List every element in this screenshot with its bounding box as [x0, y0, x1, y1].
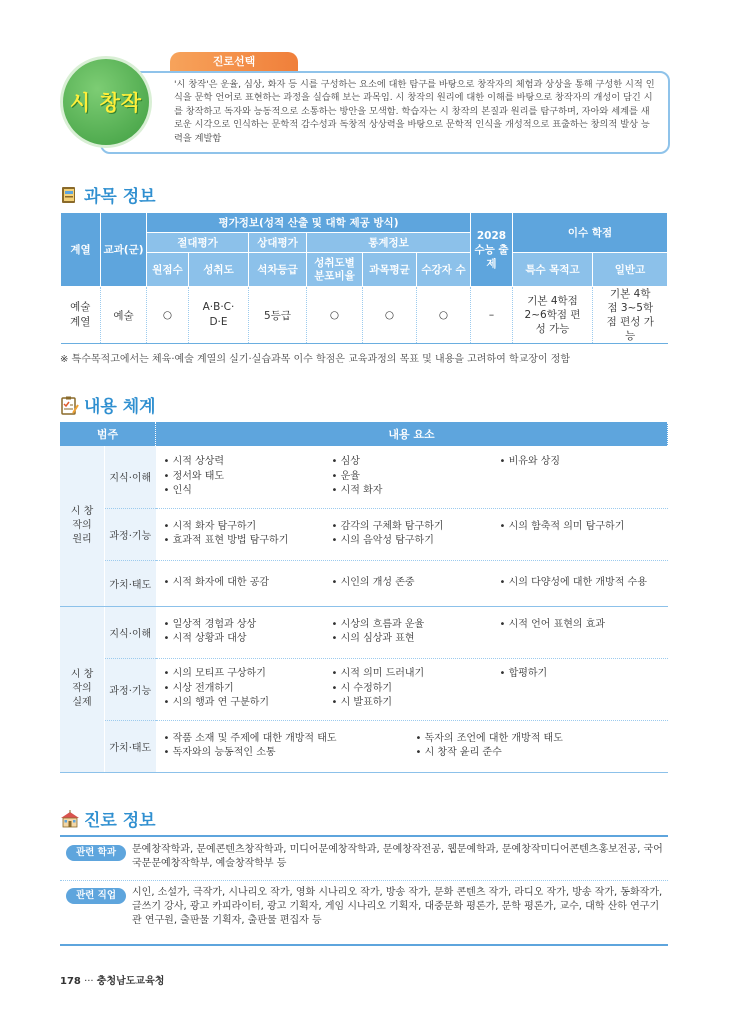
section-subject-info: [60, 182, 156, 207]
related-jobs-text: 시인, 소설가, 극작가, 시나리오 작가, 영화 시나리오 작가, 방송 작가, 문화 콘텐츠 작가, 라디오 작가, 방송 작가, 동화작가, 글쓰기 강사, 광고 카피라이터, 광고 기획자, 게임 시나리오 기획자, 대중문화 평론가, 문학 평론가, 교수, 대학 산하 연구기관 연구원, 출판물 기획자, 출판물 편집자 등: [132, 887, 663, 926]
list-item: • 시의 행과 연 구분하기: [163, 697, 270, 709]
related-jobs-label: 관련 직업: [66, 888, 126, 904]
items-col-1: [164, 618, 332, 647]
header-raw-score: 원점수: [147, 253, 189, 287]
cell-subject-group: 예술: [101, 287, 147, 344]
content-items: [156, 446, 668, 508]
list-item: • 시의 다양성에 대한 개방적 수용: [499, 576, 647, 588]
cell-dist: ○: [307, 287, 363, 344]
category-principles: [60, 446, 105, 606]
items-col-2: [332, 618, 500, 647]
subject-header: [60, 52, 670, 154]
header-absolute: 절대평가: [147, 233, 249, 253]
cell-avg: ○: [363, 287, 417, 344]
items-col-1: [164, 667, 332, 711]
table-row: [60, 446, 668, 508]
cell-csat: –: [471, 287, 513, 344]
related-departments-label: 관련 학과: [66, 845, 126, 861]
subject-description: '시 창작'은 운율, 심상, 화자 등 시를 구성하는 요소에 대한 탐구를 바탕으로 창작자의 체험과 상상을 통해 구성한 시적 인식을 문학 언어로 표현하는 과정을 실습해 보는 과목임. 시 창작의 원리에 대한 이해를 바탕으로 창작자의 개성이 담긴 시를 창작하고 독자와 능동적으로 소통하는 방안을 모색함. 학습자는 시 창작의 본질과 원리를 탐구하며, 자아와 세계를 새로운 시각으로 인식하는 문학적 감수성과 독창적 상상력을 바탕으로 문학적 인식을 개성적으로 표출하는 창의적 발상 능력을 계발함: [174, 79, 655, 144]
book-icon: [60, 186, 78, 204]
header-csat: 2028 수능 출제: [471, 213, 513, 287]
table-row: [60, 508, 668, 560]
divider: [60, 835, 668, 837]
header-avg: 과목평균: [363, 253, 417, 287]
cell-achievement: A·B·C· D·E: [189, 287, 249, 344]
related-departments-text: 문예창작학과, 문예콘텐츠창작학과, 미디어문예창작학과, 문예창작전공, 웹문예학과, 문예창작미디어콘텐츠홍보전공, 국어국문문예창작학부, 예술창작학부 등: [132, 844, 663, 869]
content-items: [156, 508, 668, 560]
section-title: 진로 정보: [84, 811, 156, 831]
table-row: [60, 606, 668, 658]
list-item: • 시적 언어 표현의 효과: [499, 618, 606, 630]
subcategory-label: 과정·기능: [105, 658, 156, 720]
header-general: 일반고: [593, 253, 668, 287]
list-item: • 작품 소재 및 주제에 대한 개방적 태도: [163, 732, 337, 744]
list-item: • 효과적 표현 방법 탐구하기: [163, 535, 289, 546]
cell-field: 예술 계열: [61, 287, 101, 344]
list-item: • 시 발표하기: [331, 697, 393, 709]
items-col-3: [500, 576, 660, 591]
items-col-3: [500, 667, 660, 711]
credit-note: ※ 특수목적고에서는 체육·예술 계열의 실기·실습과목 이수 학점은 교육과정의 목표 및 내용을 고려하여 학교장이 정함: [60, 354, 571, 365]
items-col-3: [500, 618, 660, 647]
content-items: [156, 606, 668, 658]
subject-title-badge: [60, 56, 152, 148]
divider: [60, 944, 668, 946]
cell-students: ○: [417, 287, 471, 344]
list-item: • 일상적 경험과 상상: [163, 618, 257, 630]
list-item: • 감각의 구체화 탐구하기: [331, 520, 444, 532]
related-departments: [60, 843, 668, 871]
subject-title: 시 창작: [69, 91, 143, 115]
cell-raw-score: ○: [147, 287, 189, 344]
list-item: • 시적 화자에 대한 공감: [163, 576, 270, 588]
items-col-2: [332, 520, 500, 549]
cell-special: 기본 4학점 2~6학점 편성 가능: [513, 287, 593, 344]
items-col-2: [332, 455, 500, 499]
header-category: 범주: [60, 422, 156, 446]
list-item: • 정서와 태도: [163, 470, 225, 482]
list-item: • 시적 화자: [331, 485, 383, 496]
list-item: • 시인의 개성 존중: [331, 576, 415, 588]
list-item: • 심상: [331, 456, 360, 467]
table-row: [60, 720, 668, 772]
category-label: 시 창작의 실제: [70, 669, 94, 708]
header-achievement: 성취도: [189, 253, 249, 287]
header-field: 계열: [61, 213, 101, 287]
list-item: • 시의 모티프 구상하기: [163, 668, 266, 680]
list-item: • 시의 음악성 탐구하기: [331, 535, 434, 546]
checklist-icon: [60, 396, 78, 414]
list-item: • 독자의 조언에 대한 개방적 태도: [415, 732, 563, 744]
publisher: 충청남도교육청: [96, 976, 165, 987]
related-jobs: [60, 886, 668, 928]
list-item: • 시상의 흐름과 운율: [331, 618, 425, 630]
list-item: • 시의 심상과 표현: [331, 633, 415, 644]
list-item: • 시의 함축적 의미 탐구하기: [499, 520, 625, 532]
content-items: [156, 720, 668, 772]
subject-info-table: [60, 212, 668, 344]
items-col-2: [416, 732, 656, 761]
page-number: 178: [60, 976, 81, 987]
cell-general: 기본 4학점 3~5학점 편성 가능: [593, 287, 668, 344]
content-items: [156, 658, 668, 720]
subcategory-label: 가치·태도: [105, 560, 156, 606]
header-rank: 석차등급: [249, 253, 307, 287]
content-system-table: [60, 422, 668, 773]
list-item: • 합평하기: [499, 668, 548, 680]
items-col-2: [332, 667, 500, 711]
header-subject-group: 교과(군): [101, 213, 147, 287]
school-icon: [60, 810, 78, 828]
header-students: 수강자 수: [417, 253, 471, 287]
subcategory-label: 지식·이해: [105, 606, 156, 658]
list-item: • 시적 상황과 대상: [163, 633, 247, 644]
items-col-1: [164, 455, 332, 499]
header-stats: 통계정보: [307, 233, 471, 253]
list-item: • 인식: [163, 485, 192, 496]
divider: [60, 880, 668, 881]
table-row: [61, 287, 668, 344]
list-item: • 시적 상상력: [163, 456, 225, 467]
header-eval-info: 평가정보(성적 산출 및 대학 제공 방식): [147, 213, 471, 233]
items-col-1: [164, 576, 332, 591]
cell-rank: 5등급: [249, 287, 307, 344]
header-relative: 상대평가: [249, 233, 307, 253]
subcategory-label: 과정·기능: [105, 508, 156, 560]
subcategory-label: 지식·이해: [105, 446, 156, 508]
header-credits: 이수 학점: [513, 213, 668, 253]
items-col-2: [332, 576, 500, 591]
section-title: 내용 체계: [84, 397, 156, 417]
section-career-info: [60, 806, 156, 831]
list-item: • 독자와의 능동적인 소통: [163, 747, 276, 758]
list-item: • 시적 화자 탐구하기: [163, 520, 257, 532]
section-content-system: [60, 392, 156, 417]
items-col-1: [164, 732, 416, 761]
footer-dots: ···: [84, 976, 94, 987]
items-col-3: [500, 520, 660, 549]
header-dist: 성취도별 분포비율: [307, 253, 363, 287]
list-item: • 시 수정하기: [331, 682, 393, 694]
page-footer: [60, 972, 164, 987]
table-row: [60, 658, 668, 720]
elective-tag: 진로선택: [170, 52, 298, 72]
header-special: 특수 목적고: [513, 253, 593, 287]
list-item: • 운율: [331, 470, 360, 482]
list-item: • 시상 전개하기: [163, 682, 234, 694]
list-item: • 시 창작 윤리 준수: [415, 747, 502, 758]
list-item: • 비유와 상징: [499, 456, 561, 467]
items-col-1: [164, 520, 332, 549]
subject-description-box: [100, 71, 670, 154]
content-items: [156, 560, 668, 606]
header-elements: 내용 요소: [156, 422, 668, 446]
list-item: • 시적 의미 드러내기: [331, 668, 425, 680]
subcategory-label: 가치·태도: [105, 720, 156, 772]
category-label: 시 창작의 원리: [70, 505, 94, 545]
section-title: 과목 정보: [84, 187, 156, 207]
items-col-3: [500, 455, 660, 499]
table-row: [60, 560, 668, 606]
category-practice: [60, 606, 105, 772]
